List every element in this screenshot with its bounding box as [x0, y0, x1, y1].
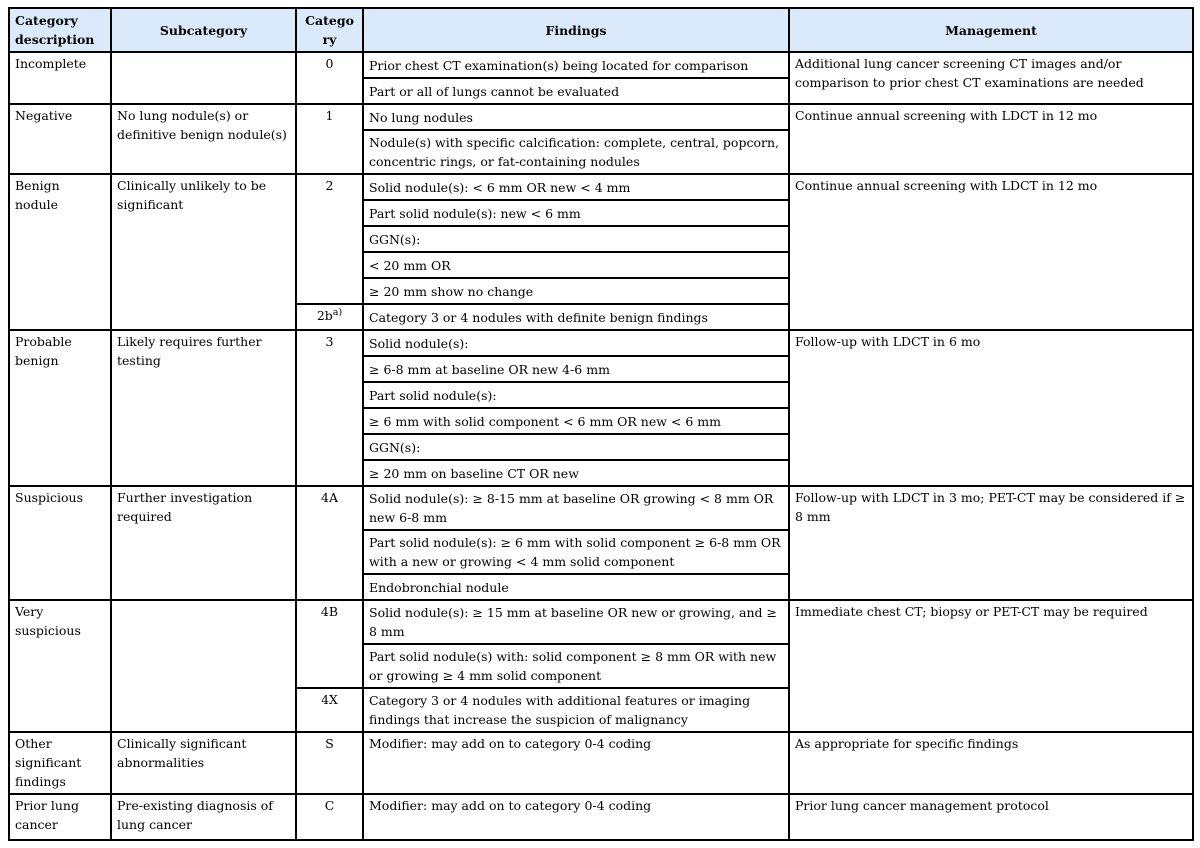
management-cell: Additional lung cancer screening CT images and/or comparison to prior chest CT examinations are needed [789, 52, 1193, 104]
header-management: Management [789, 8, 1193, 52]
table-header-row [9, 8, 1193, 52]
finding-cell: Solid nodule(s): [363, 330, 789, 356]
finding-cell: GGN(s): [363, 434, 789, 460]
management-cell: Follow-up with LDCT in 3 mo; PET-CT may be considered if ≥ 8 mm [789, 486, 1193, 600]
header-category-description: Category description [9, 8, 111, 52]
management-cell: Prior lung cancer management protocol [789, 794, 1193, 840]
category-description-cell: Negative [9, 104, 111, 174]
finding-cell: < 20 mm OR [363, 252, 789, 278]
finding-cell: ≥ 6 mm with solid component < 6 mm OR new < 6 mm [363, 408, 789, 434]
subcategory-cell: Pre-existing diagnosis of lung cancer [111, 794, 296, 840]
table-row [9, 486, 1193, 530]
finding-cell: Modifier: may add on to category 0-4 coding [363, 794, 789, 840]
table-row [9, 794, 1193, 840]
category-code-cell: C [296, 794, 363, 840]
management-cell: Continue annual screening with LDCT in 12 mo [789, 174, 1193, 330]
finding-cell: Part solid nodule(s): new < 6 mm [363, 200, 789, 226]
finding-cell: Category 3 or 4 nodules with additional features or imaging findings that increase the suspicion of malignancy [363, 688, 789, 732]
category-code-cell [296, 304, 363, 330]
table-row [9, 52, 1193, 78]
table-row [9, 330, 1193, 356]
finding-cell: Solid nodule(s): ≥ 15 mm at baseline OR new or growing, and ≥ 8 mm [363, 600, 789, 644]
table-row [9, 732, 1193, 794]
subcategory-cell [111, 52, 296, 104]
category-code-cell: 1 [296, 104, 363, 174]
management-cell: Immediate chest CT; biopsy or PET-CT may be required [789, 600, 1193, 732]
header-category: Category [296, 8, 363, 52]
finding-cell: Modifier: may add on to category 0-4 coding [363, 732, 789, 794]
category-description-cell: Probable benign [9, 330, 111, 486]
header-findings: Findings [363, 8, 789, 52]
management-cell: Continue annual screening with LDCT in 12 mo [789, 104, 1193, 174]
finding-cell: Part solid nodule(s): ≥ 6 mm with solid component ≥ 6-8 mm OR with a new or growing < 4 mm solid component [363, 530, 789, 574]
subcategory-cell: Clinically significant abnormalities [111, 732, 296, 794]
category-code-cell: 2 [296, 174, 363, 304]
finding-cell: ≥ 20 mm on baseline CT OR new [363, 460, 789, 486]
subcategory-cell: Likely requires further testing [111, 330, 296, 486]
finding-cell: Endobronchial nodule [363, 574, 789, 600]
finding-cell: Solid nodule(s): ≥ 8-15 mm at baseline OR growing < 8 mm OR new 6-8 mm [363, 486, 789, 530]
finding-cell: No lung nodules [363, 104, 789, 130]
subcategory-cell: No lung nodule(s) or definitive benign nodule(s) [111, 104, 296, 174]
subcategory-cell [111, 600, 296, 732]
finding-cell: Solid nodule(s): < 6 mm OR new < 4 mm [363, 174, 789, 200]
category-code-cell: 4X [296, 688, 363, 732]
header-subcategory: Subcategory [111, 8, 296, 52]
finding-cell: ≥ 6-8 mm at baseline OR new 4-6 mm [363, 356, 789, 382]
category-code: 2b [316, 308, 333, 323]
category-description-cell: Benign nodule [9, 174, 111, 330]
category-code-cell: 4B [296, 600, 363, 688]
table-row [9, 104, 1193, 130]
finding-cell: ≥ 20 mm show no change [363, 278, 789, 304]
category-code-cell: 0 [296, 52, 363, 104]
lung-rads-table [8, 7, 1194, 841]
table-row [9, 174, 1193, 200]
category-description-cell: Very suspicious [9, 600, 111, 732]
finding-cell: Nodule(s) with specific calcification: complete, central, popcorn, concentric rings, or fat-containing nodules [363, 130, 789, 174]
category-code-cell: 3 [296, 330, 363, 486]
finding-cell: Prior chest CT examination(s) being located for comparison [363, 52, 789, 78]
subcategory-cell: Further investigation required [111, 486, 296, 600]
management-cell: Follow-up with LDCT in 6 mo [789, 330, 1193, 486]
finding-cell: Category 3 or 4 nodules with definite benign findings [363, 304, 789, 330]
category-description-cell: Incomplete [9, 52, 111, 104]
category-description-cell: Suspicious [9, 486, 111, 600]
category-description-cell: Prior lung cancer [9, 794, 111, 840]
category-code-cell: 4A [296, 486, 363, 600]
footnote-marker: a) [332, 306, 343, 318]
management-cell: As appropriate for specific findings [789, 732, 1193, 794]
finding-cell: Part solid nodule(s) with: solid component ≥ 8 mm OR with new or growing ≥ 4 mm solid component [363, 644, 789, 688]
subcategory-cell: Clinically unlikely to be significant [111, 174, 296, 330]
finding-cell: Part or all of lungs cannot be evaluated [363, 78, 789, 104]
category-code-cell: S [296, 732, 363, 794]
finding-cell: Part solid nodule(s): [363, 382, 789, 408]
category-description-cell: Other significant findings [9, 732, 111, 794]
table-row [9, 600, 1193, 644]
finding-cell: GGN(s): [363, 226, 789, 252]
